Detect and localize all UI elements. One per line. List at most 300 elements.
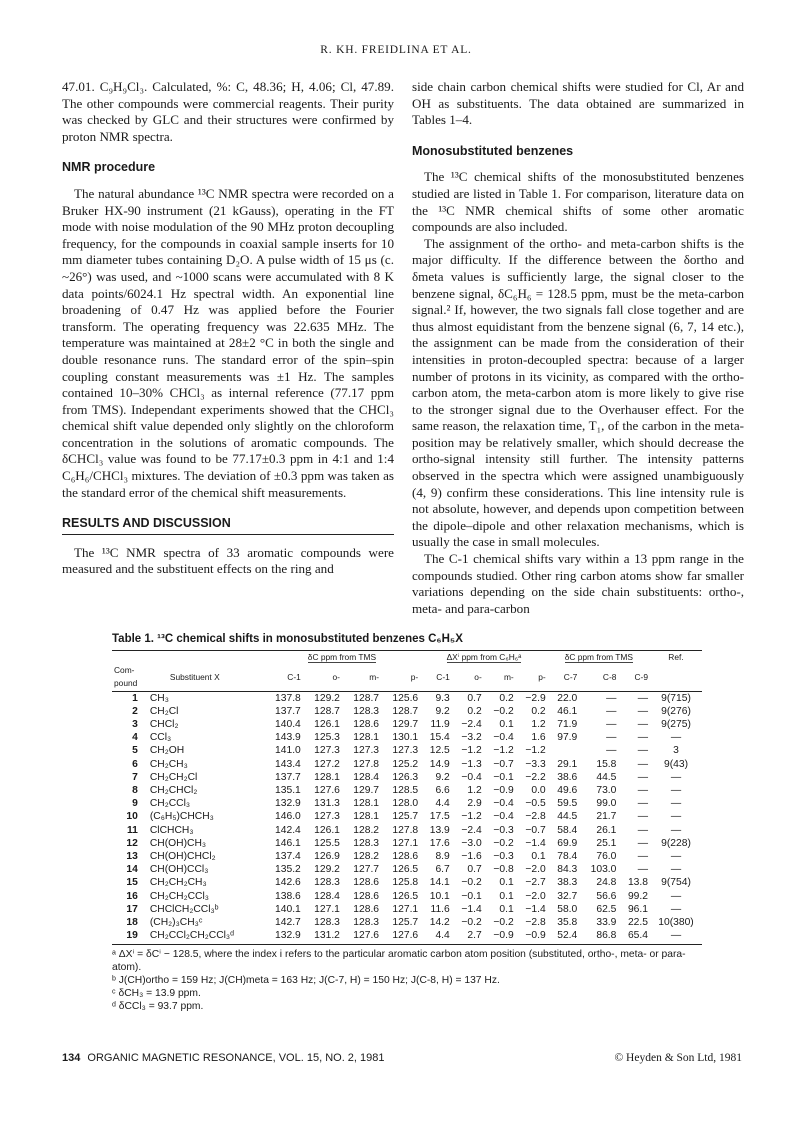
table-cell: — <box>637 811 648 823</box>
table-cell: 58.0 <box>557 903 578 915</box>
ref-cell: 10(380) <box>658 917 694 929</box>
table-row <box>112 863 702 876</box>
table-cell: 25.1 <box>596 837 617 849</box>
table-cell: 59.5 <box>557 798 578 810</box>
table-cell: −0.2 <box>493 917 514 929</box>
table-cell: 128.4 <box>314 890 340 902</box>
table-cell: 0.2 <box>531 705 546 717</box>
table-cell: 29.1 <box>557 758 578 770</box>
table-cell: −2.7 <box>525 877 546 889</box>
table-cell: −0.9 <box>493 930 514 942</box>
table-cell: −0.4 <box>493 732 514 744</box>
table-cell: 138.6 <box>275 890 301 902</box>
substituent-cell: (C₆H₅)CHCH₃ <box>149 811 214 823</box>
table-cell: 17.6 <box>429 837 450 849</box>
table-row <box>112 691 702 705</box>
table-cell: 137.7 <box>275 705 301 717</box>
footer <box>62 1052 742 1064</box>
table-row <box>112 705 702 718</box>
substituent-cell: CH₂CH₂CH₃ <box>149 877 207 889</box>
table-cell: 128.3 <box>353 837 380 849</box>
table-cell: 128.3 <box>353 917 380 929</box>
table-cell: 0.7 <box>467 864 482 876</box>
table-cell: −0.9 <box>525 930 546 942</box>
substituent-cell: CH(OH)CCl₃ <box>149 864 209 876</box>
table-cell: 2.9 <box>467 798 482 810</box>
table-cell: — <box>606 705 617 717</box>
table-cell: 69.9 <box>557 837 578 849</box>
table-cell: 14.9 <box>429 758 450 770</box>
table-cell: — <box>637 785 648 797</box>
compound-number: 18 <box>126 917 138 929</box>
table-cell: 0.2 <box>467 705 482 717</box>
table-row <box>112 850 702 863</box>
table-cell: 0.1 <box>499 877 514 889</box>
table-cell: 86.8 <box>596 930 617 942</box>
table-cell: −2.0 <box>525 890 546 902</box>
column-header: C-7 <box>548 664 580 691</box>
column-header: C-8 <box>579 664 618 691</box>
table-cell: 0.7 <box>467 692 482 704</box>
substituent-cell: CH₂CCl₃ <box>149 798 191 810</box>
table-cell: — <box>637 824 648 836</box>
compound-number: 10 <box>126 811 138 823</box>
compound-header: Com- pound <box>112 664 148 691</box>
table-cell: 128.2 <box>353 824 380 836</box>
table-cell: 128.6 <box>353 903 380 915</box>
table-cell: 127.6 <box>353 930 380 942</box>
ref-cell: — <box>670 864 682 876</box>
compound-number: 19 <box>126 930 138 942</box>
table-footnote: ᵇ J(CH)ortho = 159 Hz; J(CH)meta = 163 Hz; J(C-7, H) = 150 Hz; J(C-8, H) = 137 Hz. <box>112 975 500 987</box>
group-header: δC ppm from TMS <box>564 652 633 662</box>
table-cell: −1.4 <box>525 837 546 849</box>
table-cell: −1.2 <box>461 745 482 757</box>
table-cell: — <box>637 771 648 783</box>
table-cell: 128.5 <box>392 785 419 797</box>
table-cell: 22.0 <box>557 692 578 704</box>
table-cell: 143.9 <box>275 732 301 744</box>
column-header: m- <box>342 664 381 691</box>
column-header-spacer <box>650 664 702 691</box>
table-cell: 6.6 <box>435 785 450 797</box>
table-cell: −1.6 <box>461 851 482 863</box>
table-cell: 9.2 <box>435 705 450 717</box>
table-cell: −0.9 <box>493 785 514 797</box>
table-cell: 52.4 <box>557 930 578 942</box>
table-cell: −1.2 <box>461 811 482 823</box>
running-head: R. KH. FREIDLINA ET AL. <box>320 44 472 56</box>
table-cell: 126.9 <box>314 851 340 863</box>
table-cell: 137.8 <box>275 692 301 704</box>
column-header: o- <box>303 664 342 691</box>
table-cell: 125.7 <box>392 811 419 823</box>
table-cell: 125.2 <box>392 758 419 770</box>
compound-number: 9 <box>132 798 138 810</box>
table-cell: 56.6 <box>596 890 617 902</box>
table-cell: 6.7 <box>435 864 450 876</box>
table-notes <box>112 949 702 1013</box>
column-header: C-9 <box>618 664 650 691</box>
table-cell: 35.8 <box>557 917 578 929</box>
table-cell: −0.5 <box>525 798 546 810</box>
table-cell: 127.7 <box>353 864 380 876</box>
ref-cell: 9(275) <box>661 719 691 731</box>
table-cell: 127.1 <box>314 903 340 915</box>
section-heading-results: RESULTS AND DISCUSSION <box>62 515 394 535</box>
table-cell: −2.4 <box>461 824 482 836</box>
ref-cell: 9(754) <box>661 877 691 889</box>
table-cell: — <box>637 758 648 770</box>
table-cell: 11.9 <box>430 719 450 731</box>
table-cell: 146.1 <box>275 837 301 849</box>
table-cell: 140.1 <box>275 903 301 915</box>
table-cell: 135.2 <box>275 864 301 876</box>
table-cell: 96.1 <box>627 903 648 915</box>
table-1 <box>112 633 702 1013</box>
table-cell: 8.9 <box>435 851 450 863</box>
paragraph: The C-1 chemical shifts vary within a 13 ppm range in the compounds studied. Other ring carbon atoms show far smaller variations depending on the side chain substituents: ortho-, meta- and para-carbon <box>412 551 744 616</box>
table-cell: 127.3 <box>353 745 380 757</box>
table-cell: 129.7 <box>353 785 380 797</box>
table-cell: 0.1 <box>531 851 546 863</box>
ref-cell: — <box>670 930 682 942</box>
section-heading-nmr: NMR procedure <box>62 160 156 175</box>
table-cell: 32.7 <box>557 890 578 902</box>
table-cell: 126.1 <box>314 824 340 836</box>
table-cell: −1.2 <box>525 745 546 757</box>
compound-number: 4 <box>132 732 138 744</box>
paragraph: The ¹³C NMR spectra of 33 aromatic compounds were measured and the substituent effects on the ring and <box>62 544 394 577</box>
substituent-cell: ClCHCH₃ <box>149 824 194 836</box>
table-cell: 137.4 <box>275 851 301 863</box>
table-cell: 15.8 <box>596 758 617 770</box>
table-cell: 142.4 <box>275 824 301 836</box>
table-cell: 137.7 <box>275 771 301 783</box>
compound-number: 17 <box>126 903 138 915</box>
table-cell: −2.0 <box>525 864 546 876</box>
table-cell <box>548 744 580 757</box>
table-caption: Table 1. ¹³C chemical shifts in monosubstituted benzenes C₆H₅X <box>112 633 463 645</box>
table-cell: 127.6 <box>314 785 340 797</box>
table-row <box>112 916 702 929</box>
table-cell: 44.5 <box>596 771 617 783</box>
table-cell: — <box>637 798 648 810</box>
table-row <box>112 929 702 942</box>
table-cell: −0.2 <box>493 705 514 717</box>
substituent-header: Substituent X <box>148 664 264 691</box>
table-cell: 127.3 <box>314 811 340 823</box>
table-cell: 129.7 <box>392 719 419 731</box>
table-cell: 128.3 <box>314 877 340 889</box>
table-cell: −2.4 <box>461 719 482 731</box>
table-cell: — <box>606 732 617 744</box>
data-table <box>112 650 702 942</box>
table-cell: −2.8 <box>525 811 546 823</box>
group-header: ΔXⁱ ppm from C₆H₆ᵃ <box>446 652 522 662</box>
table-cell: 128.6 <box>353 890 380 902</box>
table-row <box>112 718 702 731</box>
table-cell: 140.4 <box>275 719 301 731</box>
ref-cell: 9(43) <box>663 758 689 770</box>
substituent-cell: CH₂OH <box>149 745 185 757</box>
substituent-cell: CH₃ <box>149 692 169 704</box>
table-cell: 0.1 <box>499 719 514 731</box>
table-cell: 1.6 <box>531 732 546 744</box>
table-cell: 127.8 <box>392 824 419 836</box>
table-row <box>112 758 702 771</box>
column-header: p- <box>381 664 420 691</box>
paragraph: The ¹³C chemical shifts of the monosubstituted benzenes studied are listed in Table 1. For comparison, literature data on the ¹³C NMR chemical shifts of some other aromatic compounds are also included. <box>412 169 744 235</box>
table-row <box>112 784 702 797</box>
table-cell: 126.5 <box>392 890 419 902</box>
table-cell: 128.2 <box>353 851 380 863</box>
table-cell: 127.6 <box>392 930 419 942</box>
table-cell: 130.1 <box>392 732 419 744</box>
table-row <box>112 731 702 744</box>
table-cell: 10.1 <box>429 890 450 902</box>
substituent-cell: CHCl₂ <box>149 719 179 731</box>
compound-number: 12 <box>126 837 138 849</box>
compound-number: 11 <box>126 824 138 836</box>
table-cell: — <box>606 719 617 731</box>
column-header: p- <box>516 664 548 691</box>
table-cell: 131.2 <box>314 930 340 942</box>
table-cell: 103.0 <box>590 864 617 876</box>
table-cell: 62.5 <box>596 903 617 915</box>
table-cell: 99.2 <box>627 890 648 902</box>
paragraph: The assignment of the ortho- and meta-carbon shifts is the major difficulty. If the difference between the δortho and δmeta values is sufficiently large, the signal closer to the benzene signal, δC₆H₆ = 128.5 ppm, must be the meta-carbon signal.² If, however, the two signals fall close together and are thus almost equidistant from the benzene signal (6, 7, 14 etc.), the assignment can be made from the consideration of their intensities in proton-decoupled spectra: because of a larger number of protons in its vicinity, as compared with the ortho-carbon atom, the meta-carbon atom is more likely to give rise to the stronger signal due to the Overhauser effect. For the same reason, the relaxation time, T₁, of the carbon in the meta-position may be relatively smaller, which should decrease the ortho-signal intensity still further. The intensity patterns observed in the spectra which were assigned unambiguously (4, 9) confirm these considerations. This line intensity rule is not absolute, however, and depends upon competition between the dipole–dipole and other relaxation mechanisms, which is usually the case in small molecules. <box>412 235 744 550</box>
ref-cell: — <box>670 903 682 915</box>
table-cell: — <box>606 692 617 704</box>
paragraph: The natural abundance ¹³C NMR spectra were recorded on a Bruker HX-90 instrument (21 kGauss), operating in the FT mode with noise modulation of the 90 MHz proton decoupling frequency, for the compounds in coaxial sample inserts for 10 mm diameter tubes containing D₂O. A pulse width of 15 μs (c. ~26°) was used, and ~1000 scans were accumulated with 8 K data points/6024.1 Hz spectral width. An exponential line broadening of 0.47 Hz was applied before the Fourier transform. The operating frequency was 22.635 MHz. The temperature was maintained at 28±2 °C in both the single and double resonance runs. The standard error of the spin–spin coupling constant measurements was ±1 Hz. The samples contained 10–30% CHCl₃ as internal reference (77.17 ppm from TMS). Independant experiments showed that the CHCl₃ chemical shift value depended only slightly on the chloroform concentration in the solutions of aromatic compounds. The δCHCl₃ value was found to be 77.17±0.3 ppm in 4:1 and 1:4 C₆H₆/CHCl₃ mixtures. The deviation of ±0.3 ppm was taken as the standard error of the chemical shift measurements. <box>62 185 394 500</box>
table-cell: 84.3 <box>557 864 578 876</box>
table-row <box>112 744 702 757</box>
table-cell: 1.2 <box>467 785 482 797</box>
table-cell: 128.7 <box>392 705 419 717</box>
table-cell: 9.3 <box>435 692 450 704</box>
ref-cell: — <box>670 890 682 902</box>
compound-number: 15 <box>126 877 138 889</box>
ref-cell: — <box>670 785 682 797</box>
table-cell: −3.3 <box>525 758 546 770</box>
table-cell: −1.4 <box>525 903 546 915</box>
table-cell: 143.4 <box>275 758 301 770</box>
left-column <box>62 79 394 578</box>
table-cell: −1.4 <box>461 903 482 915</box>
table-cell: 125.3 <box>314 732 340 744</box>
table-cell: 4.4 <box>435 798 450 810</box>
table-cell: −3.0 <box>461 837 482 849</box>
table-row <box>112 771 702 784</box>
ref-cell: 9(276) <box>661 705 691 717</box>
substituent-cell: CH(OH)CH₃ <box>149 837 207 849</box>
table-cell: 128.3 <box>314 917 340 929</box>
table-cell: 65.4 <box>627 930 648 942</box>
table-cell: 14.1 <box>429 877 450 889</box>
table-cell: 4.4 <box>435 930 450 942</box>
table-cell: 128.4 <box>353 771 380 783</box>
compound-number: 5 <box>132 745 138 757</box>
table-cell: 135.1 <box>275 785 301 797</box>
table-cell: — <box>637 851 648 863</box>
compound-number: 8 <box>132 785 138 797</box>
table-cell: −2.9 <box>525 692 546 704</box>
compound-number: 1 <box>132 692 138 704</box>
table-footnote: ᶜ δCH₃ = 13.9 ppm. <box>112 987 201 999</box>
table-cell: — <box>637 692 648 704</box>
table-cell: 2.7 <box>467 930 482 942</box>
table-cell: 125.8 <box>392 877 419 889</box>
table-cell: — <box>637 864 648 876</box>
table-cell: −3.2 <box>461 732 482 744</box>
table-cell: 128.7 <box>314 705 340 717</box>
table-cell: −1.3 <box>461 758 482 770</box>
substituent-cell: (CH₂)₃CH₃ᶜ <box>149 917 203 929</box>
table-cell: 14.2 <box>429 917 450 929</box>
table-row <box>112 797 702 810</box>
table-cell: −2.2 <box>525 771 546 783</box>
substituent-cell: CH(OH)CHCl₂ <box>149 851 216 863</box>
table-cell: 13.8 <box>627 877 648 889</box>
ref-cell: — <box>670 732 682 744</box>
table-cell: 132.9 <box>275 798 301 810</box>
table-cell: 142.6 <box>275 877 301 889</box>
substituent-cell: CH₂CH₃ <box>149 758 188 770</box>
table-cell: 33.9 <box>596 917 617 929</box>
column-header: m- <box>484 664 516 691</box>
table-cell: −0.1 <box>461 890 482 902</box>
ref-cell: 9(228) <box>661 837 691 849</box>
compound-number: 2 <box>132 705 138 717</box>
table-cell: 126.1 <box>314 719 340 731</box>
table-cell: — <box>637 732 648 744</box>
table-cell: 127.1 <box>392 903 419 915</box>
table-cell: 128.1 <box>314 771 340 783</box>
table-cell: 127.3 <box>392 745 419 757</box>
copyright: © Heyden & Son Ltd, 1981 <box>614 1052 742 1064</box>
table-cell: — <box>606 745 617 757</box>
table-cell: 46.1 <box>557 705 578 717</box>
table-cell: −0.7 <box>525 824 546 836</box>
table-cell: −0.2 <box>461 877 482 889</box>
table-row <box>112 824 702 837</box>
table-cell: −1.2 <box>493 745 514 757</box>
section-heading-mono: Monosubstituted benzenes <box>412 143 574 158</box>
table-cell: 49.6 <box>557 785 578 797</box>
table-cell: 58.4 <box>557 824 578 836</box>
table-cell: 0.1 <box>499 890 514 902</box>
table-cell: 9.2 <box>435 771 450 783</box>
table-cell: — <box>637 719 648 731</box>
table-cell: 129.2 <box>314 864 340 876</box>
substituent-cell: CH₂CH₂CCl₃ <box>149 890 209 902</box>
table-cell: 0.2 <box>499 692 514 704</box>
table-cell: 128.0 <box>392 798 419 810</box>
table-cell: 1.2 <box>531 719 546 731</box>
substituent-cell: CH₂CH₂Cl <box>149 771 198 783</box>
compound-number: 6 <box>132 758 138 770</box>
table-cell: 128.1 <box>353 798 380 810</box>
table-cell: 128.6 <box>392 851 419 863</box>
compound-number: 3 <box>132 719 138 731</box>
table-cell: 125.5 <box>314 837 340 849</box>
group-header: δC ppm from TMS <box>307 652 377 662</box>
table-cell: 15.4 <box>429 732 450 744</box>
column-header: o- <box>452 664 484 691</box>
table-cell: −0.3 <box>493 851 514 863</box>
compound-number: 14 <box>126 864 138 876</box>
ref-cell: 9(715) <box>661 692 691 704</box>
table-cell: 0.1 <box>499 903 514 915</box>
table-cell: 38.3 <box>557 877 578 889</box>
table-cell: −0.2 <box>461 917 482 929</box>
table-cell: 128.1 <box>353 732 380 744</box>
table-cell: 142.7 <box>275 917 301 929</box>
column-header: C-1 <box>420 664 452 691</box>
table-cell: 128.1 <box>353 811 380 823</box>
paragraph: 47.01. C₉H₉Cl₃. Calculated, %: C, 48.36; H, 4.06; Cl, 47.89. The other compounds were commercial reagents. Their purity was checked by GLC and their structures were confirmed by proton NMR spectra. <box>62 79 394 144</box>
table-cell: 128.6 <box>353 719 380 731</box>
table-cell: 126.3 <box>392 771 419 783</box>
table-cell: 76.0 <box>596 851 617 863</box>
table-row <box>112 810 702 823</box>
table-cell: 17.5 <box>429 811 450 823</box>
table-cell: 22.5 <box>627 917 648 929</box>
table-cell: 12.5 <box>429 745 450 757</box>
compound-number: 13 <box>126 851 138 863</box>
table-cell: 127.3 <box>314 745 340 757</box>
substituent-cell: CHClCH₂CCl₃ᵇ <box>149 903 219 915</box>
table-cell: 44.5 <box>557 811 578 823</box>
ref-cell: 3 <box>673 745 679 757</box>
table-cell: 125.6 <box>392 692 419 704</box>
table-cell: 127.2 <box>314 758 340 770</box>
ref-header: Ref. <box>668 652 684 662</box>
right-column <box>412 79 744 617</box>
compound-number: 16 <box>126 890 138 902</box>
ref-cell: — <box>670 798 682 810</box>
ref-cell: — <box>670 811 682 823</box>
table-cell: 131.3 <box>314 798 340 810</box>
table-cell: −0.4 <box>493 811 514 823</box>
compound-number: 7 <box>132 771 138 783</box>
table-cell: — <box>637 705 648 717</box>
page-number: 134 <box>62 1052 81 1064</box>
table-row <box>112 837 702 850</box>
table-cell: −0.1 <box>493 771 514 783</box>
table-cell: 127.1 <box>392 837 419 849</box>
substituent-cell: CH₂Cl <box>149 705 179 717</box>
substituent-cell: CH₂CHCl₂ <box>149 785 198 797</box>
table-cell: 78.4 <box>557 851 578 863</box>
table-cell: 128.6 <box>353 877 380 889</box>
table-cell: 73.0 <box>596 785 617 797</box>
ref-cell: — <box>670 824 682 836</box>
substituent-cell: CH₂CCl₂CH₂CCl₃ᵈ <box>149 930 234 942</box>
table-cell: −0.3 <box>493 824 514 836</box>
table-cell: −0.7 <box>493 758 514 770</box>
table-cell: — <box>637 837 648 849</box>
table-row <box>112 890 702 903</box>
table-cell: 71.9 <box>557 719 578 731</box>
table-cell: −0.8 <box>493 864 514 876</box>
table-cell: −0.4 <box>461 771 482 783</box>
table-cell: 129.2 <box>314 692 340 704</box>
table-cell: 128.3 <box>353 705 380 717</box>
table-cell: 24.8 <box>596 877 617 889</box>
table-cell: 125.7 <box>392 917 419 929</box>
